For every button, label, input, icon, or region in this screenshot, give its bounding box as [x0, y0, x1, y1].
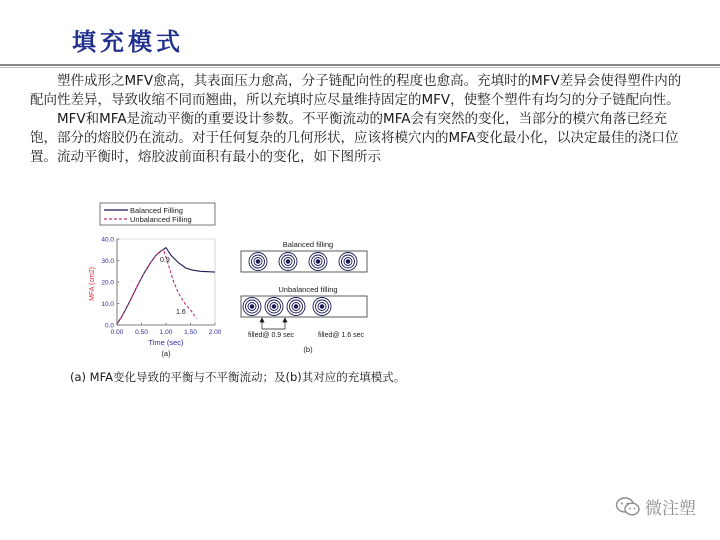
x-tick-label: 2.00 [208, 329, 222, 336]
fill-ring [320, 305, 324, 309]
fill-ring [286, 260, 290, 264]
wechat-icon [615, 496, 641, 518]
annotation-1-6: 1.6 [176, 309, 186, 316]
y-axis-label: MFA (cm2) [89, 267, 96, 301]
panel-label-a: (a) [161, 349, 171, 358]
fill-ring [256, 260, 260, 264]
y-tick-label: 0.0 [104, 322, 114, 330]
paragraph-mfa: MFV和MFA是流动平衡的重要设计参数。不平衡流动的MFA会有突然的变化，当部分的模穴角落已经充饱，部分的熔胶仍在流动。对于任何复杂的几何形状，应该将模穴内的MFA变化最小化，以决定最佳的浇口位置。流动平衡时，熔胶波前面积有最小的变化，如下图所示 [30, 111, 679, 165]
fill-ring [272, 305, 276, 309]
fill-ring [294, 305, 298, 309]
legend-label-balanced: Balanced Filling [130, 206, 183, 215]
watermark [615, 494, 696, 519]
fill-ring [316, 260, 320, 264]
fill-ring [346, 260, 350, 264]
x-tick-label: 1.00 [159, 329, 173, 336]
y-tick-label: 10.0 [101, 301, 114, 308]
slide-title: 填充模式 [72, 27, 184, 56]
fill-arrows [260, 318, 287, 329]
panel-label-b: (b) [303, 345, 313, 354]
x-tick-label: 0.50 [135, 329, 148, 336]
annotation-0-9: 0.9 [160, 257, 170, 264]
x-tick-label: 1.50 [184, 329, 197, 336]
filled-label-0-9: filled@ 0.9 sec [248, 332, 295, 339]
x-tick-label: 0.00 [110, 329, 124, 336]
paragraph-mfv: 塑件成形之MFV愈高，其表面压力愈高，分子链配向性的程度也愈高。充填时的MFV差异会使得塑件内的配向性差异，导致收缩不同而翘曲，所以充填时应尽量维持固定的MFV，使整个塑件有均匀的分子链配向性。 [30, 73, 682, 108]
x-ticks [111, 323, 222, 337]
chart-legend [100, 203, 215, 225]
unbalanced-cavity-strip [241, 296, 367, 317]
chart-axes [117, 239, 215, 325]
fill-ring [250, 305, 254, 309]
balanced-filling-label: Balanced filling [282, 240, 334, 249]
x-axis-label: Time (sec) [148, 338, 184, 347]
watermark-text: 微注塑 [645, 499, 696, 519]
legend-label-unbalanced: Unbalanced Filling [130, 215, 192, 224]
y-tick-label: 40.0 [101, 236, 114, 244]
figure-caption: (a) MFA变化导致的平衡与不平衡流动；及(b)其对应的充填模式。 [70, 370, 406, 384]
unbalanced-filling-label: Unbalanced filling [278, 285, 338, 294]
y-tick-label: 20.0 [101, 279, 114, 287]
filled-label-1-6: filled@ 1.6 sec [318, 332, 365, 339]
fill-pattern-panel [241, 240, 367, 354]
y-tick-label: 30.0 [101, 258, 114, 265]
